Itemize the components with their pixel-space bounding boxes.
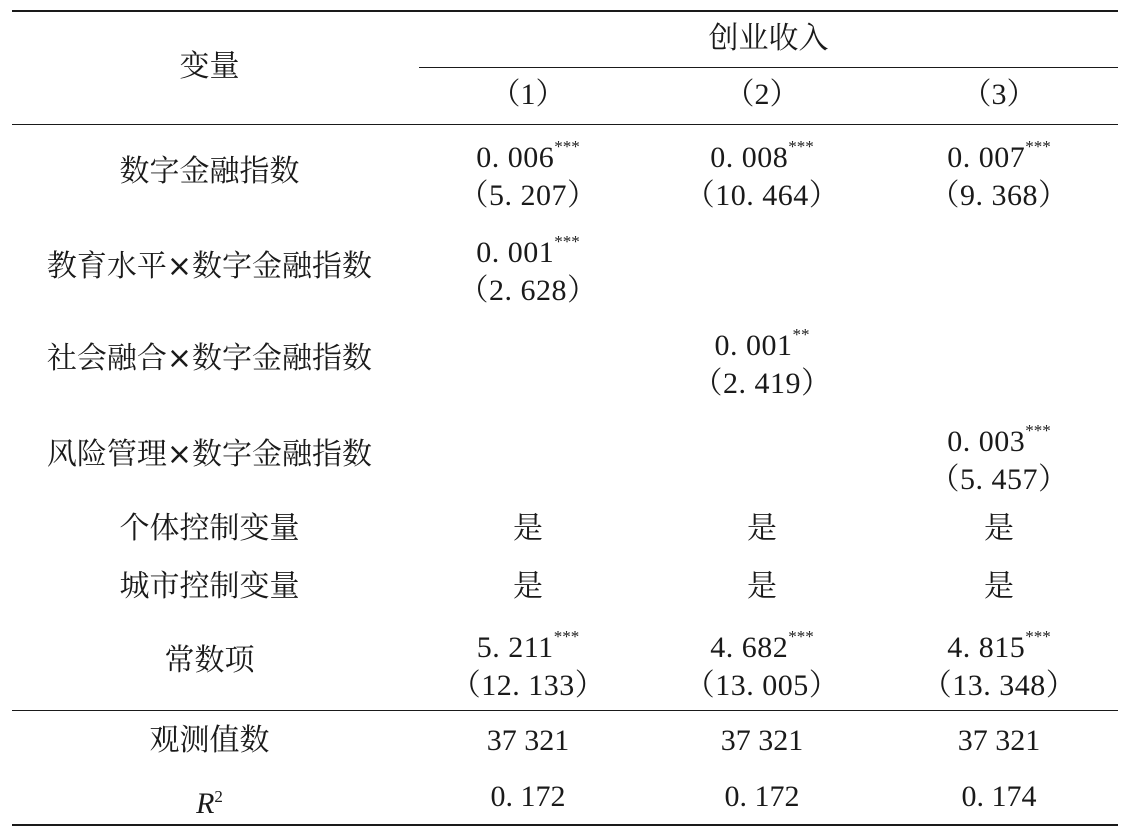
table-cell: 4. 815*** （13. 348） <box>921 627 1077 702</box>
regression-table <box>12 10 1118 826</box>
row-label-social-integration-interaction: 社会融合×数字金融指数 <box>46 341 373 376</box>
header-bottom-rule <box>12 124 1118 125</box>
header-group-label: 创业收入 <box>708 22 829 55</box>
table-cell: 0. 172 <box>490 780 566 813</box>
table-cell: 0. 001*** （2. 628） <box>458 232 598 307</box>
row-label-digital-finance: 数字金融指数 <box>119 154 300 189</box>
table-cell: 是 <box>984 512 1014 545</box>
table-cell: 37 321 <box>720 724 804 757</box>
table-cell: 0. 006*** （5. 207） <box>458 137 598 212</box>
group-header-rule <box>419 67 1118 68</box>
table-cell: 是 <box>984 570 1014 603</box>
row-label-individual-controls: 个体控制变量 <box>119 511 300 546</box>
row-label-r-squared: $R^2$ <box>196 787 223 820</box>
table-cell: 是 <box>513 512 543 545</box>
header-col-2: （2） <box>724 78 800 111</box>
table-cell: 37 321 <box>957 724 1041 757</box>
row-label-city-controls: 城市控制变量 <box>119 569 300 604</box>
table-cell: 4. 682*** （13. 005） <box>684 627 840 702</box>
header-variable: 变量 <box>179 49 240 84</box>
table-cell: 是 <box>747 570 777 603</box>
table-cell: 是 <box>513 570 543 603</box>
table-cell: 37 321 <box>486 724 570 757</box>
table-cell: 5. 211*** （12. 133） <box>450 627 606 702</box>
table-cell: 0. 174 <box>961 780 1037 813</box>
table-cell: 0. 003*** （5. 457） <box>929 421 1069 496</box>
header-col-3: （3） <box>961 78 1037 111</box>
table-cell: 是 <box>747 512 777 545</box>
table-top-rule <box>12 10 1118 12</box>
row-label-risk-management-interaction: 风险管理×数字金融指数 <box>46 437 373 472</box>
row-label-constant: 常数项 <box>164 643 255 678</box>
row-label-education-interaction: 教育水平×数字金融指数 <box>46 249 373 284</box>
table-cell: 0. 001** （2. 419） <box>692 325 832 400</box>
row-label-observations: 观测值数 <box>149 723 270 758</box>
table-cell: 0. 007*** （9. 368） <box>929 137 1069 212</box>
table-cell: 0. 172 <box>724 780 800 813</box>
header-col-1: （1） <box>490 78 566 111</box>
table-bottom-rule <box>12 824 1118 826</box>
table-cell: 0. 008*** （10. 464） <box>684 137 840 212</box>
stats-divider-rule <box>12 710 1118 711</box>
